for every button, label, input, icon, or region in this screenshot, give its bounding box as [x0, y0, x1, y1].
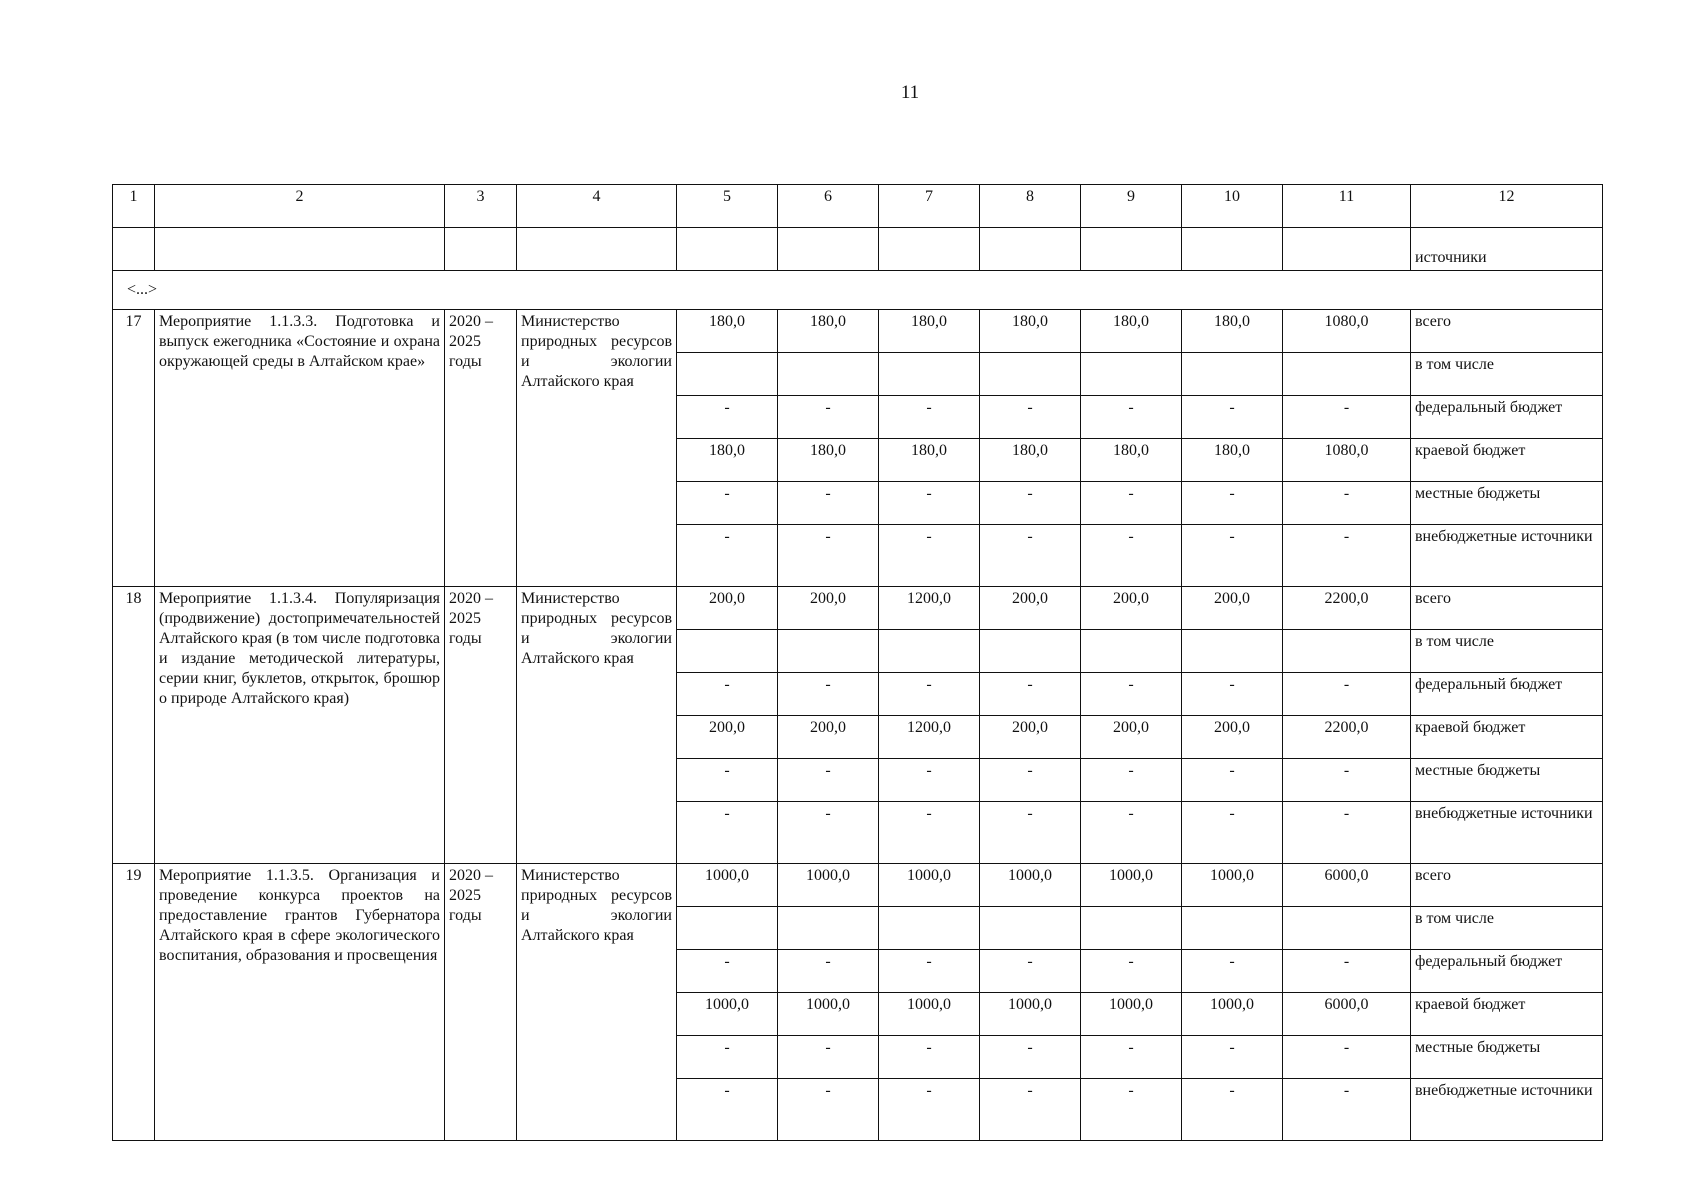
- funding-source-cell: в том числе: [1411, 907, 1603, 950]
- value-cell: 1000,0: [879, 864, 980, 907]
- value-cell: [778, 353, 879, 396]
- activity-executor: Министерство природных ресурсов и экологии Алтайского края: [517, 310, 677, 587]
- value-cell: -: [1081, 396, 1182, 439]
- value-cell: -: [980, 950, 1081, 993]
- empty-cell: [1182, 228, 1283, 271]
- value-cell: -: [1283, 1036, 1411, 1079]
- value-cell: [1283, 907, 1411, 950]
- value-cell: 200,0: [1182, 587, 1283, 630]
- value-cell: 1000,0: [879, 993, 980, 1036]
- value-cell: -: [879, 482, 980, 525]
- value-cell: -: [1283, 396, 1411, 439]
- value-cell: 200,0: [778, 716, 879, 759]
- value-cell: -: [1081, 950, 1182, 993]
- value-cell: -: [980, 396, 1081, 439]
- value-cell: [879, 353, 980, 396]
- funding-source-cell: внебюджетные источники: [1411, 802, 1603, 864]
- budget-line-row: [113, 587, 1603, 630]
- empty-cell: [980, 228, 1081, 271]
- header-row: [113, 185, 1603, 228]
- funding-source-cell: федеральный бюджет: [1411, 950, 1603, 993]
- ellipsis-cell: <...>: [113, 271, 1603, 310]
- table-body: [113, 185, 1603, 1141]
- value-cell: 1000,0: [1081, 864, 1182, 907]
- value-cell: [677, 907, 778, 950]
- value-cell: -: [778, 482, 879, 525]
- funding-source-cell: внебюджетные источники: [1411, 1079, 1603, 1141]
- value-cell: 180,0: [778, 439, 879, 482]
- value-cell: -: [1283, 759, 1411, 802]
- value-cell: -: [677, 482, 778, 525]
- value-cell: 180,0: [1081, 310, 1182, 353]
- header-cell: 2: [155, 185, 445, 228]
- value-cell: -: [879, 950, 980, 993]
- value-cell: -: [1182, 802, 1283, 864]
- empty-cell: [517, 228, 677, 271]
- funding-source-cell: местные бюджеты: [1411, 1036, 1603, 1079]
- header-cell: 9: [1081, 185, 1182, 228]
- funding-source-cell: краевой бюджет: [1411, 439, 1603, 482]
- value-cell: -: [1081, 802, 1182, 864]
- value-cell: [980, 907, 1081, 950]
- value-cell: -: [1081, 1079, 1182, 1141]
- value-cell: -: [980, 1036, 1081, 1079]
- value-cell: -: [1081, 673, 1182, 716]
- empty-cell: [677, 228, 778, 271]
- value-cell: -: [1081, 759, 1182, 802]
- value-cell: -: [879, 1036, 980, 1079]
- value-cell: 200,0: [980, 716, 1081, 759]
- value-cell: 1080,0: [1283, 310, 1411, 353]
- value-cell: 180,0: [1182, 310, 1283, 353]
- row-index: 17: [113, 310, 155, 587]
- value-cell: -: [879, 802, 980, 864]
- value-cell: -: [1182, 396, 1283, 439]
- value-cell: -: [879, 396, 980, 439]
- value-cell: [1283, 353, 1411, 396]
- value-cell: -: [980, 525, 1081, 587]
- row-index: 18: [113, 587, 155, 864]
- value-cell: -: [1182, 1036, 1283, 1079]
- empty-cell: [1081, 228, 1182, 271]
- empty-cell: [879, 228, 980, 271]
- header-cell: 3: [445, 185, 517, 228]
- value-cell: [879, 907, 980, 950]
- value-cell: 1000,0: [677, 864, 778, 907]
- value-cell: [1283, 630, 1411, 673]
- funding-source-cell: федеральный бюджет: [1411, 673, 1603, 716]
- value-cell: 1000,0: [980, 864, 1081, 907]
- value-cell: 2200,0: [1283, 587, 1411, 630]
- value-cell: -: [778, 1079, 879, 1141]
- value-cell: -: [778, 759, 879, 802]
- funding-source-cell: в том числе: [1411, 353, 1603, 396]
- value-cell: 1080,0: [1283, 439, 1411, 482]
- value-cell: -: [1081, 482, 1182, 525]
- funding-source-cell: местные бюджеты: [1411, 482, 1603, 525]
- ellipsis-row: [113, 271, 1603, 310]
- value-cell: -: [980, 673, 1081, 716]
- value-cell: -: [778, 396, 879, 439]
- value-cell: -: [778, 1036, 879, 1079]
- value-cell: 6000,0: [1283, 864, 1411, 907]
- value-cell: 1000,0: [1182, 993, 1283, 1036]
- empty-cell: [1283, 228, 1411, 271]
- value-cell: 6000,0: [1283, 993, 1411, 1036]
- value-cell: 200,0: [677, 716, 778, 759]
- value-cell: -: [1182, 759, 1283, 802]
- value-cell: -: [879, 525, 980, 587]
- value-cell: -: [980, 759, 1081, 802]
- funding-source-cell: всего: [1411, 587, 1603, 630]
- value-cell: 180,0: [980, 310, 1081, 353]
- value-cell: [1182, 907, 1283, 950]
- funding-source-cell: внебюджетные источники: [1411, 525, 1603, 587]
- activity-description: Мероприятие 1.1.3.3. Подготовка и выпуск ежегодника «Состояние и охрана окружающей среды в Алтайском крае»: [155, 310, 445, 587]
- funding-source-cell: всего: [1411, 310, 1603, 353]
- funding-source-cell: всего: [1411, 864, 1603, 907]
- value-cell: 200,0: [1081, 716, 1182, 759]
- funding-source-cell: местные бюджеты: [1411, 759, 1603, 802]
- page-number: 11: [900, 82, 920, 103]
- budget-table: [112, 184, 1603, 1141]
- empty-cell: [155, 228, 445, 271]
- row-index: 19: [113, 864, 155, 1141]
- value-cell: -: [677, 950, 778, 993]
- empty-cell: [113, 228, 155, 271]
- header-cell: 8: [980, 185, 1081, 228]
- value-cell: 1000,0: [778, 864, 879, 907]
- value-cell: -: [677, 673, 778, 716]
- value-cell: [879, 630, 980, 673]
- value-cell: -: [677, 759, 778, 802]
- value-cell: 1200,0: [879, 587, 980, 630]
- funding-source-cell: краевой бюджет: [1411, 993, 1603, 1036]
- value-cell: -: [778, 802, 879, 864]
- budget-line-row: [113, 310, 1603, 353]
- value-cell: [677, 630, 778, 673]
- value-cell: -: [1283, 482, 1411, 525]
- header-cell: 5: [677, 185, 778, 228]
- value-cell: [778, 907, 879, 950]
- value-cell: 180,0: [1182, 439, 1283, 482]
- value-cell: -: [677, 396, 778, 439]
- value-cell: -: [1283, 950, 1411, 993]
- value-cell: 180,0: [778, 310, 879, 353]
- value-cell: 180,0: [980, 439, 1081, 482]
- value-cell: -: [1182, 673, 1283, 716]
- value-cell: -: [980, 482, 1081, 525]
- value-cell: 1000,0: [1182, 864, 1283, 907]
- header-cell: 11: [1283, 185, 1411, 228]
- value-cell: 2200,0: [1283, 716, 1411, 759]
- value-cell: 180,0: [1081, 439, 1182, 482]
- value-cell: 180,0: [677, 439, 778, 482]
- header-cell: 4: [517, 185, 677, 228]
- header-cell: 12: [1411, 185, 1603, 228]
- value-cell: -: [1081, 525, 1182, 587]
- value-cell: -: [677, 1079, 778, 1141]
- source-cell: источники: [1411, 228, 1603, 271]
- value-cell: -: [778, 673, 879, 716]
- continuation-row: [113, 228, 1603, 271]
- value-cell: [1081, 907, 1182, 950]
- empty-cell: [445, 228, 517, 271]
- value-cell: [677, 353, 778, 396]
- value-cell: [1081, 353, 1182, 396]
- activity-executor: Министерство природных ресурсов и экологии Алтайского края: [517, 587, 677, 864]
- header-cell: 6: [778, 185, 879, 228]
- value-cell: -: [1081, 1036, 1182, 1079]
- funding-source-cell: в том числе: [1411, 630, 1603, 673]
- value-cell: -: [677, 525, 778, 587]
- value-cell: -: [1182, 482, 1283, 525]
- value-cell: [778, 630, 879, 673]
- value-cell: 200,0: [677, 587, 778, 630]
- value-cell: 1000,0: [1081, 993, 1182, 1036]
- value-cell: -: [980, 802, 1081, 864]
- activity-period: 2020 – 2025 годы: [445, 310, 517, 587]
- value-cell: [980, 630, 1081, 673]
- activity-period: 2020 – 2025 годы: [445, 587, 517, 864]
- value-cell: 200,0: [778, 587, 879, 630]
- value-cell: -: [1182, 1079, 1283, 1141]
- value-cell: -: [879, 759, 980, 802]
- value-cell: -: [778, 950, 879, 993]
- value-cell: -: [879, 673, 980, 716]
- value-cell: -: [1283, 673, 1411, 716]
- value-cell: -: [1283, 1079, 1411, 1141]
- funding-source-cell: федеральный бюджет: [1411, 396, 1603, 439]
- value-cell: -: [1283, 525, 1411, 587]
- value-cell: -: [1182, 525, 1283, 587]
- empty-cell: [778, 228, 879, 271]
- value-cell: [1182, 353, 1283, 396]
- value-cell: -: [1182, 950, 1283, 993]
- value-cell: -: [980, 1079, 1081, 1141]
- value-cell: 180,0: [879, 439, 980, 482]
- activity-executor: Министерство природных ресурсов и экологии Алтайского края: [517, 864, 677, 1141]
- activity-description: Мероприятие 1.1.3.4. Популяризация (продвижение) достопримечательностей Алтайского края (в том числе подготовка и издание методической литературы, серии книг, буклетов, открыток, брошюр о природе Алтайского края): [155, 587, 445, 864]
- value-cell: 1000,0: [677, 993, 778, 1036]
- value-cell: -: [677, 1036, 778, 1079]
- value-cell: -: [1283, 802, 1411, 864]
- value-cell: [1182, 630, 1283, 673]
- value-cell: 200,0: [1081, 587, 1182, 630]
- value-cell: 180,0: [879, 310, 980, 353]
- value-cell: 200,0: [1182, 716, 1283, 759]
- header-cell: 1: [113, 185, 155, 228]
- value-cell: 1000,0: [980, 993, 1081, 1036]
- activity-description: Мероприятие 1.1.3.5. Организация и проведение конкурса проектов на предоставление грантов Губернатора Алтайского края в сфере экологического воспитания, образования и просвещения: [155, 864, 445, 1141]
- value-cell: 200,0: [980, 587, 1081, 630]
- value-cell: 1000,0: [778, 993, 879, 1036]
- value-cell: 1200,0: [879, 716, 980, 759]
- header-cell: 10: [1182, 185, 1283, 228]
- value-cell: -: [778, 525, 879, 587]
- value-cell: [1081, 630, 1182, 673]
- value-cell: [980, 353, 1081, 396]
- funding-source-cell: краевой бюджет: [1411, 716, 1603, 759]
- activity-period: 2020 – 2025 годы: [445, 864, 517, 1141]
- value-cell: -: [879, 1079, 980, 1141]
- header-cell: 7: [879, 185, 980, 228]
- value-cell: 180,0: [677, 310, 778, 353]
- value-cell: -: [677, 802, 778, 864]
- budget-line-row: [113, 864, 1603, 907]
